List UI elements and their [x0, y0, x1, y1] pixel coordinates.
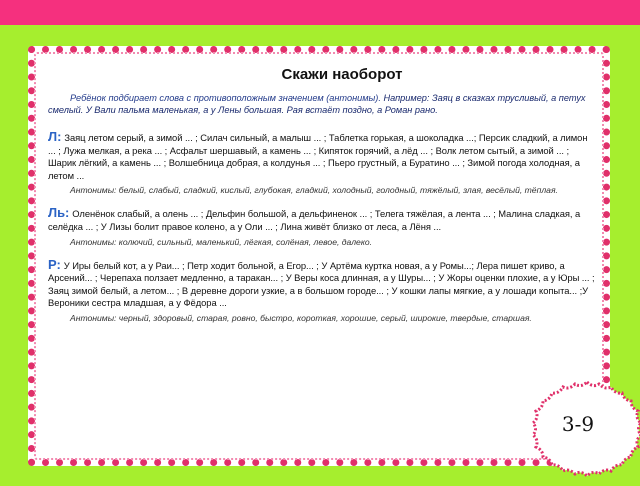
page-number-badge: 3-9 [561, 412, 595, 436]
top-band [0, 0, 640, 25]
section-text [48, 256, 596, 310]
section-body: Оленёнок слабый, а олень ... ; Дельфин большой, а дельфиненок ... ; Телега тяжёлая, а лента ... ; Малина сладкая, а селёдка ... ; У Лизы болит правое колено, а у Оли ... ; Лина живёт близко от леса, а Лёня ... [48, 208, 581, 232]
section-body: Заяц летом серый, а зимой ... ; Силач сильный, а малыш ... ; Таблетка горькая, а шоколадка ...; Персик сладкий, а лимон ... ; Лужа мелкая, а река ... ; Асфальт шершавый, а камень ... ; Кипяток горячий, а лёд ... ; Волк летом сытый, а зимой ... ; Шарик лёгкий, а камень ... ; Волшебница добрая, а колдунья ... ; Пьеро грустный, а Буратино ... ; Зимой погода холодная, а летом ... [48, 132, 588, 181]
content-area [48, 66, 596, 335]
intro-paragraph [48, 92, 596, 116]
section-l [48, 131, 596, 196]
sound-marker: Л: [48, 129, 62, 144]
section-l-soft [48, 207, 596, 247]
sound-marker: Ль: [48, 205, 70, 221]
answers-line: Антонимы: белый, слабый, сладкий, кислый, глубокая, гладкий, холодный, голодный, тяжёлый, злая, весёлый, тёплая. [70, 185, 558, 196]
intro-lead: Ребёнок подбирает слова с противоположным значением (антонимы). [70, 93, 384, 103]
sound-marker: Р: [48, 256, 61, 272]
answers-line: Антонимы: черный, здоровый, старая, ровно, быстро, короткая, хорошие, серый, широкие, твердые, старшая. [70, 312, 532, 323]
answers-line: Антонимы: колючий, сильный, маленький, лёгкая, солёная, левое, далеко. [70, 236, 373, 247]
intro-example: Например: Заяц в сказках трусливый, а петух смелый. У Вали пальма маленькая, а у Лены большая. Рая встаёт поздно, а Роман рано. [48, 93, 586, 115]
section-body: У Иры белый кот, а у Раи... ; Петр ходит больной, а Егор... ; У Артёма куртка новая, а у Ромы...; Лера пишет криво, а Арсений... ; Черепаха ползает медленно, а таракан... ; У Веры коса длинная, а у Шуры... ; У Жоры оценки плохие, а у Юры ... ; Заяц зимой белый, а летом... ; В деревне дороги узкие, а в большом городе... ; У кошки лапы мягкие, а у лошади копыта... ;У Вероники сестра младшая, а у Фёдора ... [48, 259, 595, 309]
section-text [48, 131, 596, 182]
section-text [48, 207, 596, 233]
section-r [48, 256, 596, 324]
page-title: Скажи наоборот [281, 66, 403, 83]
